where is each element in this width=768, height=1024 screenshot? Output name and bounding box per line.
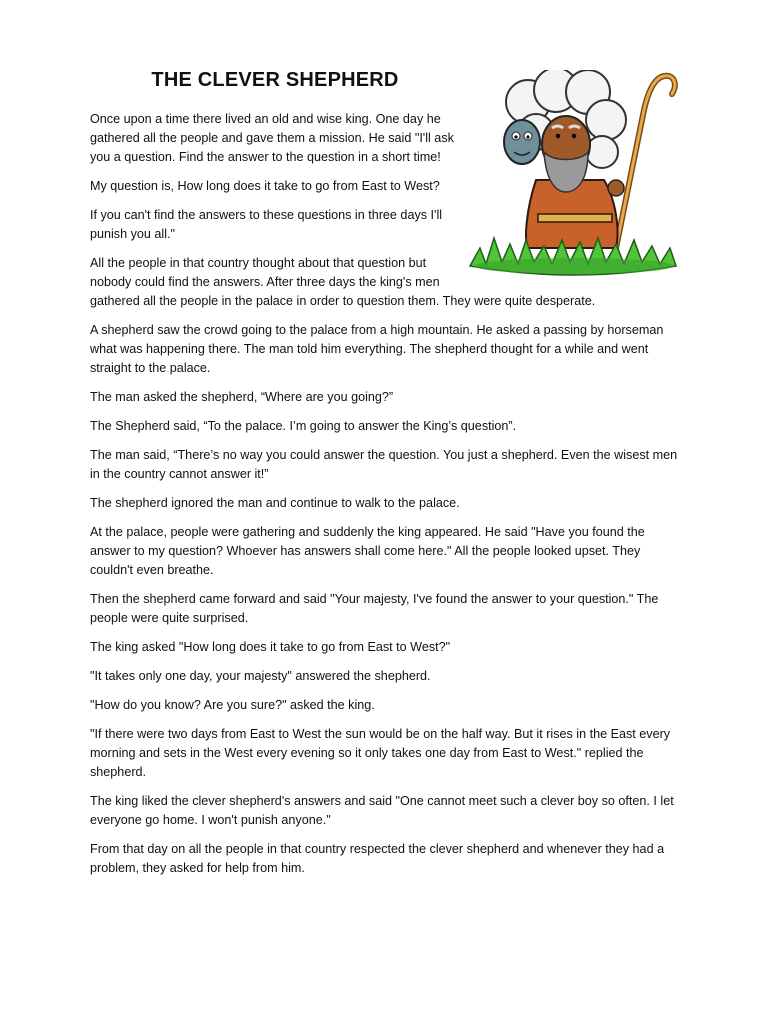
story-paragraph: "How do you know? Are you sure?" asked the king.	[90, 698, 375, 712]
story-title: THE CLEVER SHEPHERD	[151, 69, 399, 91]
story-paragraph: At the palace, people were gathering and suddenly the king appeared. He said "Have you found the answer to my question? Whoever has answers shall come here." All the people looked upset. They couldn't even breathe.	[90, 525, 645, 577]
illustration-spacer	[458, 110, 682, 288]
story-paragraph: Once upon a time there lived an old and wise king. One day he gathered all the people and gave them a mission. He said "I'll ask you a question. Find the answer to the question in a short time!	[90, 112, 454, 164]
story-paragraph: The man asked the shepherd, “Where are you going?”	[90, 390, 394, 404]
story-paragraph: A shepherd saw the crowd going to the palace from a high mountain. He asked a passing by horseman what was happening there. The man told him everything. The shepherd thought for a while and went straight to the palace.	[90, 323, 664, 375]
story-paragraph: The king asked "How long does it take to go from East to West?"	[90, 640, 451, 654]
story-paragraph: "It takes only one day, your majesty" answered the shepherd.	[90, 669, 431, 683]
story-paragraph: All the people in that country thought about that question but nobody could find the answers. After three days the king's men gathered all the people in the palace in order to question them. They were quite desperate.	[90, 256, 596, 308]
story-paragraph: The shepherd ignored the man and continue to walk to the palace.	[90, 496, 460, 510]
story-body	[90, 110, 682, 888]
story-paragraph: "If there were two days from East to West the sun would be on the half way. But it rises in the East every morning and sets in the West every evening so it only takes one day from East to West." replied the shepherd.	[90, 727, 671, 779]
story-paragraph: My question is, How long does it take to go from East to West?	[90, 179, 440, 193]
story-paragraph: From that day on all the people in that country respected the clever shepherd and whenever they had a problem, they asked for help from him.	[90, 842, 665, 875]
story-paragraph: If you can't find the answers to these questions in three days I'll punish you all."	[90, 208, 443, 241]
story-paragraph: The Shepherd said, “To the palace. I’m going to answer the King’s question”.	[90, 419, 517, 433]
story-paragraph: The king liked the clever shepherd's answers and said "One cannot meet such a clever boy so often. I let everyone go home. I won't punish anyone."	[90, 794, 674, 827]
story-paragraph: Then the shepherd came forward and said "Your majesty, I've found the answer to your question." The people were quite surprised.	[90, 592, 659, 625]
story-paragraph: The man said, “There’s no way you could answer the question. You just a shepherd. Even the wisest men in the country cannot answer it!”	[90, 448, 678, 481]
